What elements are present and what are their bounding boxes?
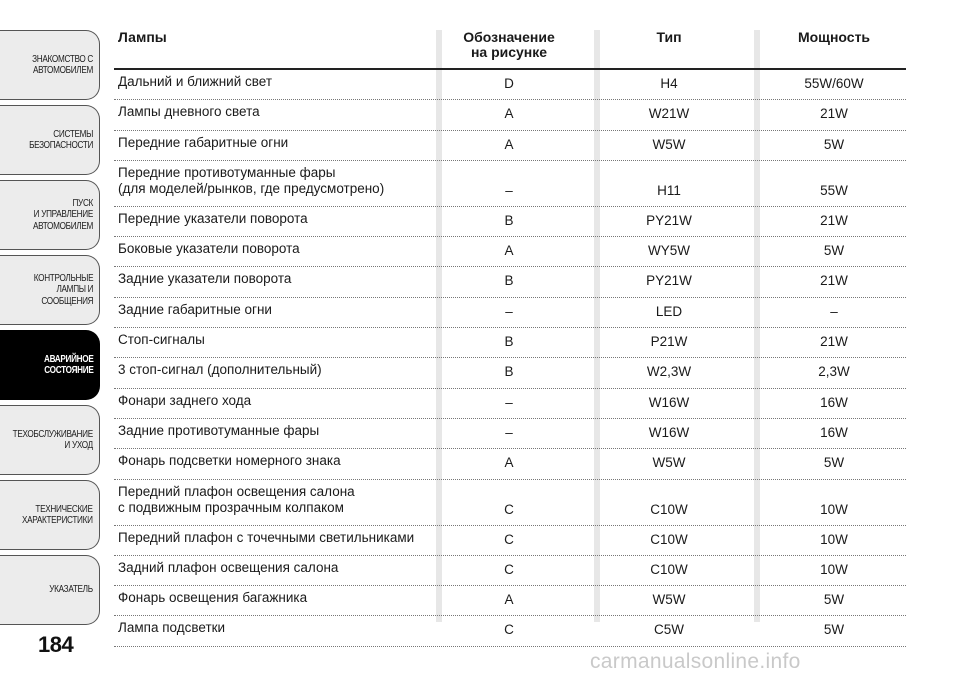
lamp-power: 10W bbox=[820, 561, 848, 577]
lamp-type: LED bbox=[655, 303, 683, 319]
lamp-code: – bbox=[505, 394, 513, 410]
lamp-code: B bbox=[504, 364, 514, 380]
section-tab[interactable] bbox=[0, 105, 100, 175]
lamp-name: Фонарь освещения багажника bbox=[118, 590, 308, 606]
lamp-power: – bbox=[830, 303, 838, 319]
header-lamps: Лампы bbox=[118, 29, 167, 45]
section-tab[interactable] bbox=[0, 330, 100, 400]
section-tab-label: КОНТРОЛЬНЫЕ ЛАМПЫ И СООБЩЕНИЯ bbox=[33, 271, 93, 307]
lamp-type: PY21W bbox=[646, 212, 692, 228]
lamp-code: B bbox=[504, 273, 514, 289]
table-body bbox=[114, 70, 906, 647]
section-tab[interactable] bbox=[0, 180, 100, 250]
lamp-type: C10W bbox=[650, 501, 688, 517]
lamp-power: 21W bbox=[820, 106, 848, 122]
table-row bbox=[114, 480, 906, 526]
section-tab[interactable] bbox=[0, 30, 100, 100]
lamp-code: B bbox=[504, 212, 514, 228]
table-row bbox=[114, 419, 906, 449]
lamp-name: Задний плафон освещения салона bbox=[118, 559, 339, 575]
lamp-name: Дальний и ближний свет bbox=[118, 74, 273, 89]
lamp-code: A bbox=[504, 136, 514, 152]
lamp-name: Фонари заднего хода bbox=[118, 392, 252, 408]
section-tab[interactable] bbox=[0, 255, 100, 325]
lamp-power: 5W bbox=[823, 136, 845, 152]
page-number: 184 bbox=[38, 632, 74, 657]
lamp-name: Боковые указатели поворота bbox=[118, 241, 300, 257]
lamp-type: WY5W bbox=[648, 243, 690, 259]
section-tab-label: АВАРИЙНОЕ СОСТОЯНИЕ bbox=[43, 352, 93, 376]
lamp-name: Стоп-сигналы bbox=[118, 332, 205, 348]
section-tab-label: ТЕХОБСЛУЖИВАНИЕ И УХОД bbox=[12, 427, 93, 451]
lamp-name: 3 стоп-сигнал (дополнительный) bbox=[118, 362, 322, 378]
lamp-name: Задние противотуманные фары bbox=[118, 422, 320, 438]
section-tab-label: ПУСК И УПРАВЛЕНИЕ АВТОМОБИЛЕМ bbox=[32, 196, 93, 232]
lamp-type: H11 bbox=[657, 182, 681, 198]
lamp-name: Лампа подсветки bbox=[118, 620, 226, 636]
lamp-power: 21W bbox=[820, 212, 848, 228]
lamp-code: C bbox=[504, 501, 514, 517]
lamp-power: 21W bbox=[820, 334, 848, 350]
lamp-type: W16W bbox=[648, 424, 690, 440]
table-row bbox=[114, 161, 906, 207]
table-row bbox=[114, 267, 906, 297]
lamp-power: 10W bbox=[820, 531, 848, 547]
section-tab-label: УКАЗАТЕЛЬ bbox=[49, 583, 93, 596]
lamp-name: Фонарь подсветки номерного знака bbox=[118, 453, 341, 469]
table-row bbox=[114, 100, 906, 130]
table-row bbox=[114, 389, 906, 419]
table-row bbox=[114, 526, 906, 556]
lamp-code: – bbox=[505, 424, 513, 440]
lamp-power: 55W bbox=[820, 182, 848, 198]
lamp-type: W5W bbox=[652, 136, 686, 152]
lamp-code: C bbox=[504, 561, 514, 577]
lamp-power: 2,3W bbox=[818, 364, 850, 380]
lamp-name: Передние габаритные огни bbox=[118, 134, 289, 150]
table-row bbox=[114, 556, 906, 586]
lamp-type: W5W bbox=[652, 455, 686, 471]
table-row bbox=[114, 70, 906, 100]
table-row bbox=[114, 298, 906, 328]
lamp-type: PY21W bbox=[646, 273, 692, 289]
lamp-name: Передние указатели поворота bbox=[118, 210, 308, 226]
section-tab[interactable] bbox=[0, 405, 100, 475]
lamp-code: D bbox=[504, 76, 514, 91]
lamp-power: 5W bbox=[823, 592, 845, 608]
lamp-name: Лампы дневного света bbox=[118, 104, 260, 120]
table-row bbox=[114, 358, 906, 388]
lamp-power: 5W bbox=[823, 622, 845, 638]
table-header bbox=[114, 24, 906, 70]
section-tab[interactable] bbox=[0, 480, 100, 550]
lamp-code: A bbox=[504, 243, 514, 259]
lamp-name: Задние габаритные огни bbox=[118, 301, 272, 317]
lamp-table bbox=[114, 24, 906, 647]
lamp-type: W5W bbox=[652, 592, 686, 608]
header-power: Мощность bbox=[797, 29, 871, 45]
table-row bbox=[114, 616, 906, 646]
header-code: Обозначение на рисунке bbox=[463, 29, 555, 60]
section-tab-label: ТЕХНИЧЕСКИЕ ХАРАКТЕРИСТИКИ bbox=[22, 502, 93, 526]
lamp-code: C bbox=[504, 622, 514, 638]
watermark: carmanualsonline.info bbox=[590, 650, 801, 673]
lamp-code: A bbox=[504, 592, 514, 608]
lamp-name: Передний плафон с точечными светильниками bbox=[118, 529, 415, 545]
lamp-power: 5W bbox=[823, 243, 845, 259]
table-row bbox=[114, 328, 906, 358]
lamp-type: C10W bbox=[650, 561, 688, 577]
lamp-power: 10W bbox=[820, 501, 848, 517]
lamp-power: 21W bbox=[820, 273, 848, 289]
section-tab-label: СИСТЕМЫ БЕЗОПАСНОСТИ bbox=[28, 127, 93, 151]
table-row bbox=[114, 131, 906, 161]
lamp-code: A bbox=[504, 455, 514, 471]
header-type: Тип bbox=[656, 29, 682, 45]
lamp-power: 16W bbox=[820, 424, 848, 440]
lamp-code: A bbox=[504, 106, 514, 122]
lamp-type: C10W bbox=[650, 531, 688, 547]
lamp-code: B bbox=[504, 334, 514, 350]
section-tab[interactable] bbox=[0, 555, 100, 625]
lamp-name: Передний плафон освещения салона с подвижным прозрачным колпаком bbox=[118, 483, 355, 515]
lamp-code: C bbox=[504, 531, 514, 547]
lamp-power: 55W/60W bbox=[804, 76, 864, 91]
table-row bbox=[114, 207, 906, 237]
lamp-code: – bbox=[505, 303, 513, 319]
lamp-type: W21W bbox=[648, 106, 690, 122]
lamp-name: Задние указатели поворота bbox=[118, 271, 292, 287]
table-row bbox=[114, 449, 906, 479]
lamp-type: H4 bbox=[660, 76, 678, 91]
lamp-power: 16W bbox=[820, 394, 848, 410]
lamp-type: W2,3W bbox=[646, 364, 692, 380]
lamp-power: 5W bbox=[823, 455, 845, 471]
table-row bbox=[114, 586, 906, 616]
section-tab-label: ЗНАКОМСТВО С АВТОМОБИЛЕМ bbox=[32, 52, 93, 76]
lamp-type: C5W bbox=[654, 622, 684, 638]
lamp-type: P21W bbox=[650, 334, 688, 350]
lamp-name: Передние противотуманные фары (для моделей/рынков, где предусмотрено) bbox=[118, 164, 385, 196]
lamp-code: – bbox=[505, 182, 513, 198]
table-row bbox=[114, 237, 906, 267]
lamp-type: W16W bbox=[648, 394, 690, 410]
